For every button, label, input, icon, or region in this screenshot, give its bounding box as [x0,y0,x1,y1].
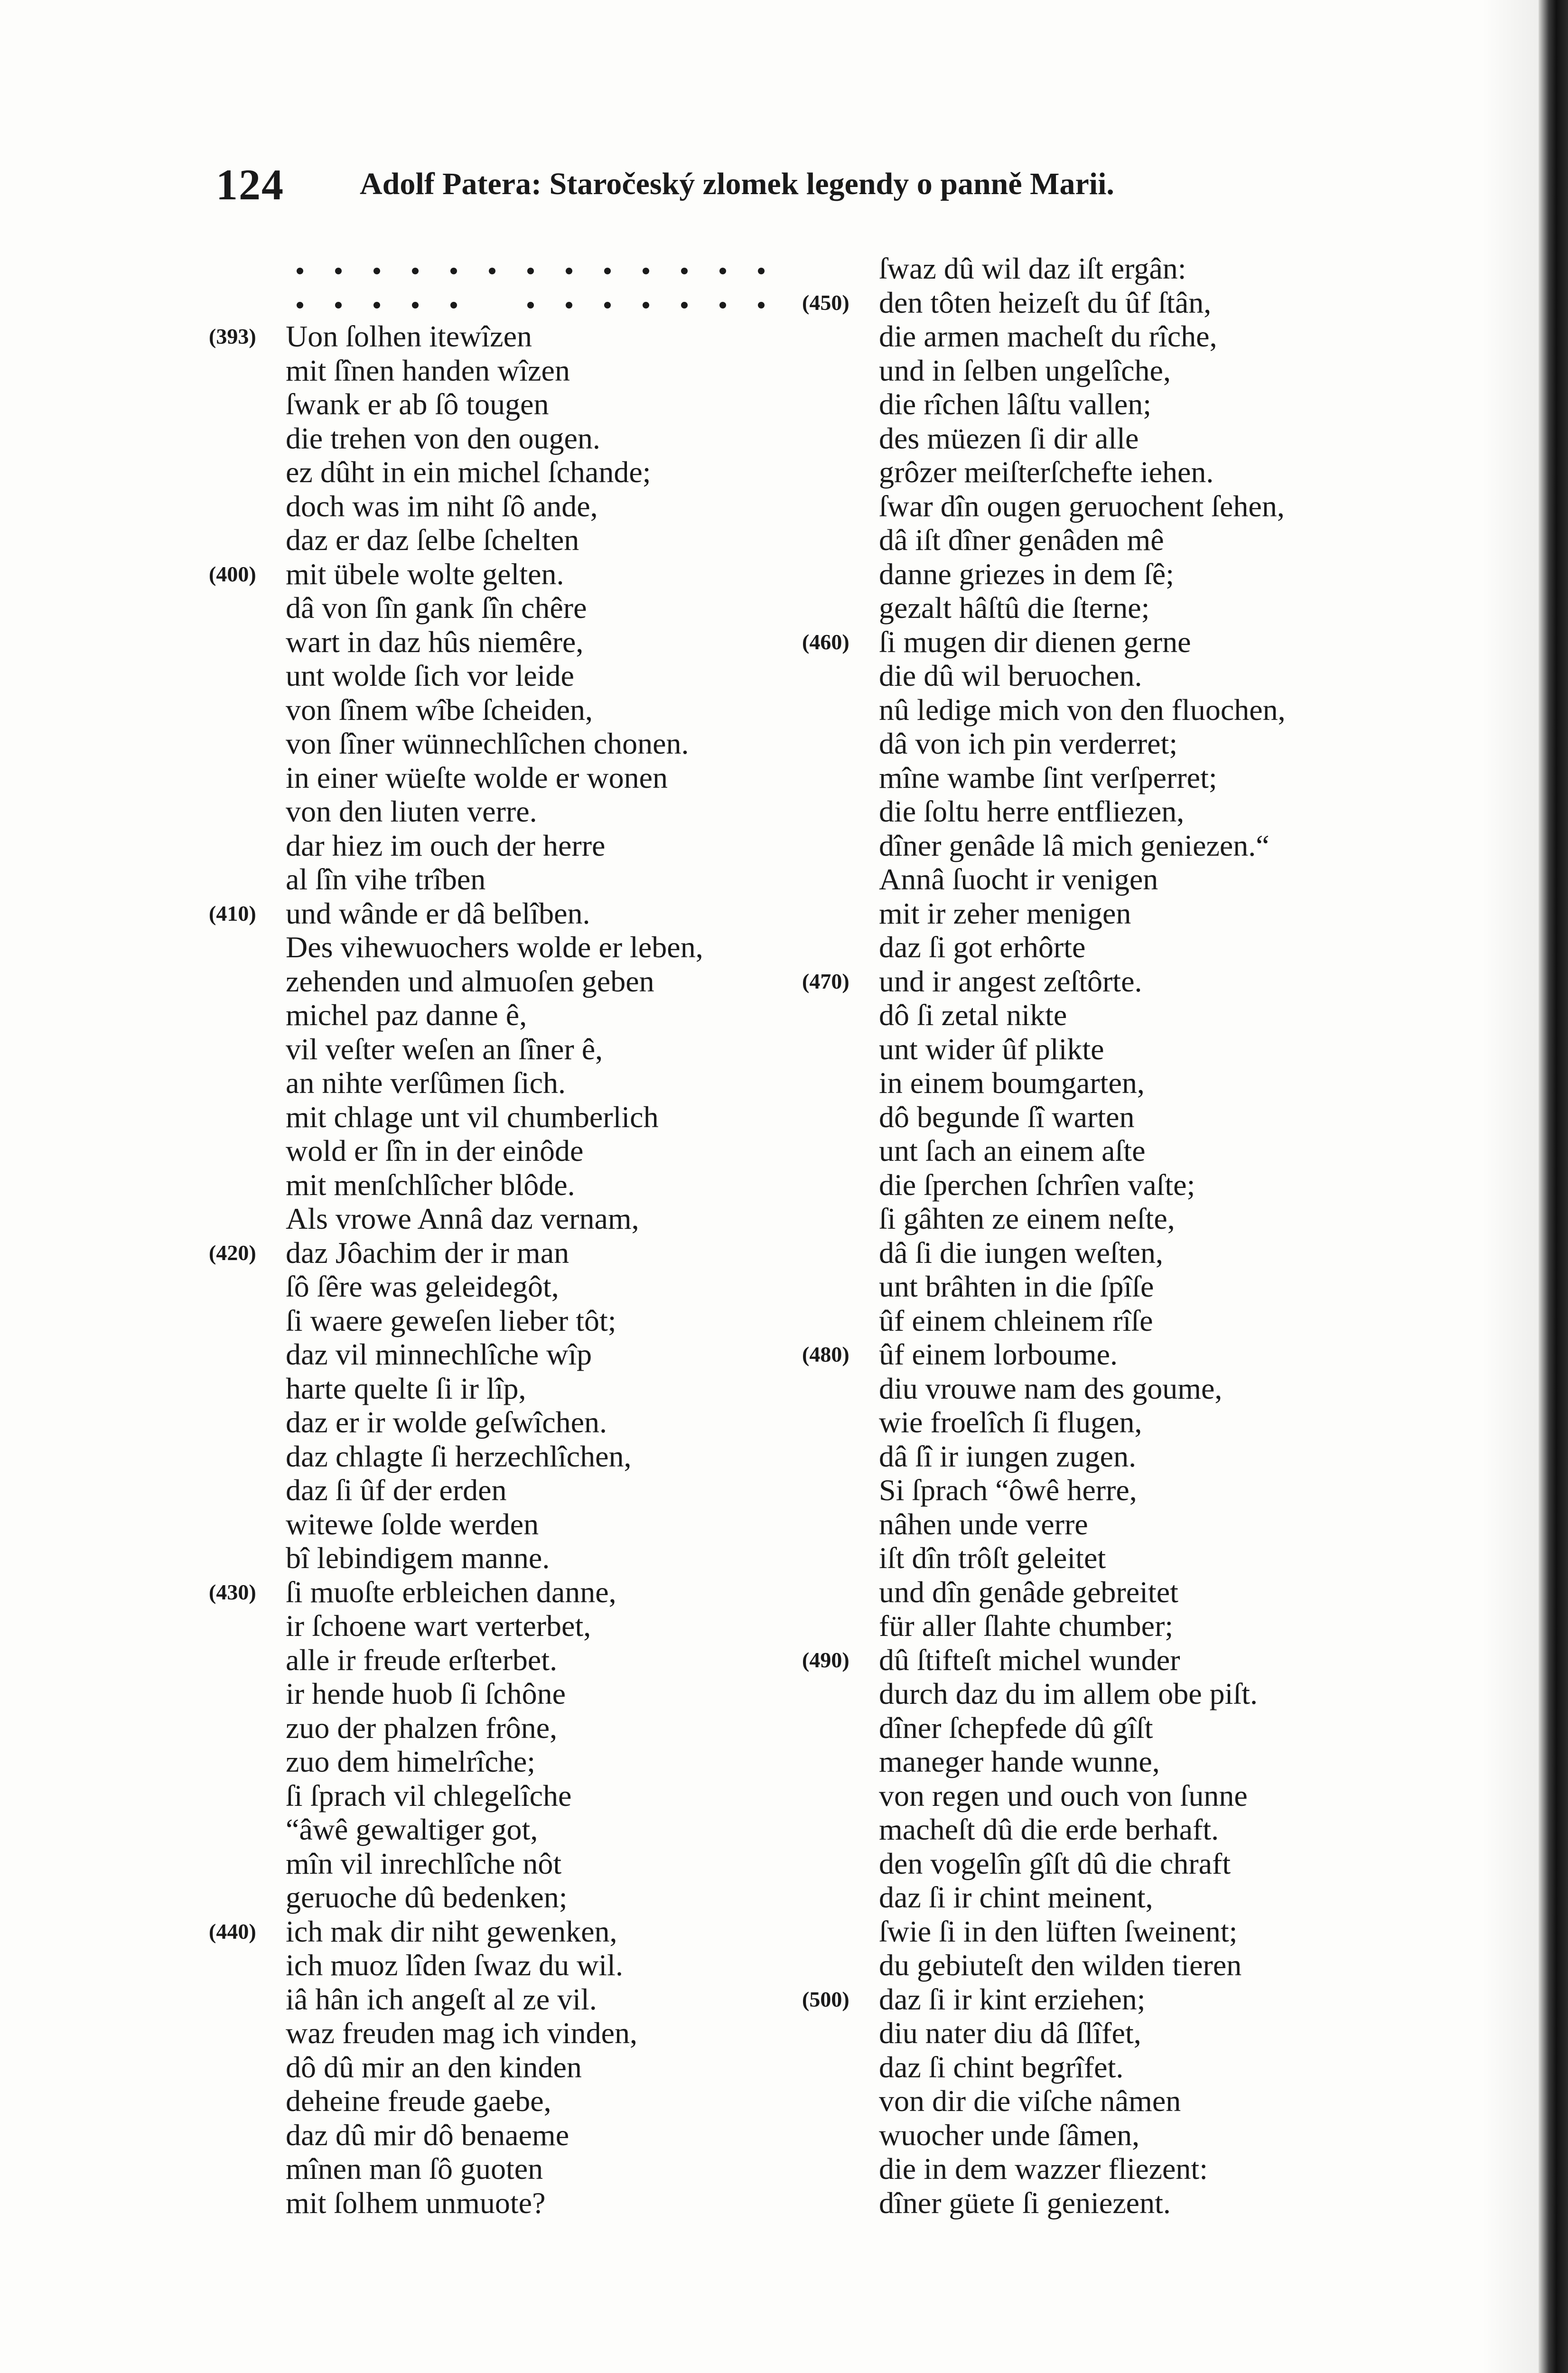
verse-line [209,2084,807,2118]
running-head [216,152,1284,214]
verse-text: nû ledige mich von den fluochen, [879,692,1286,727]
ellipsis-dot [373,302,380,308]
verse-line [802,286,1400,320]
verse-text: geruoche dû bedenken; [286,1880,568,1914]
ellipsis-dot [450,302,457,308]
verse-line [802,829,1400,863]
verse-text: daz dû mir dô benaeme [286,2118,569,2152]
verse-text: Des vihewuochers wolde er leben, [286,930,703,964]
verse-text: ſwank er ab ſô tougen [286,387,549,421]
verse-text: unt ſach an einem aſte [879,1134,1146,1168]
verse-text: und in ſelben ungelîche, [879,353,1171,387]
verse-line [209,1202,807,1236]
verse-text: michel paz danne ê, [286,998,527,1032]
verse-text: dar hiez im ouch der herre [286,828,606,862]
verse-line [209,1372,807,1406]
verse-line [802,1337,1400,1372]
verse-line [802,1405,1400,1439]
verse-line [209,1100,807,1134]
verse-line [209,523,807,557]
verse-line [209,319,807,354]
verse-text: dâ von ſîn gank ſîn chêre [286,591,587,625]
verse-text: dîner genâde lâ mich geniezen.“ [879,828,1269,862]
verse-line [802,930,1400,964]
verse-line [209,2016,807,2050]
verse-text: und wânde er dâ belîben. [286,896,590,930]
verse-text: diu nater diu dâ ſlîfet, [879,2016,1141,2050]
verse-text: iâ hân ich angeſt al ze vil. [286,1982,597,2016]
verse-line [802,421,1400,456]
verse-text: in einem boumgarten, [879,1066,1145,1100]
verse-line [209,1677,807,1711]
ellipsis-dot [566,268,572,274]
verse-text: harte quelte ſi ir lîp, [286,1371,526,1405]
verse-line [209,1915,807,1949]
verse-text: deheine freude gaebe, [286,2084,551,2118]
verse-line [209,2118,807,2152]
verse-text: von regen und ouch von ſunne [879,1778,1248,1812]
verse-line [802,964,1400,999]
verse-text: von dir die viſche nâmen [879,2084,1181,2118]
verse-text: nâhen unde verre [879,1507,1088,1541]
verse-line [802,2152,1400,2186]
verse-text: mit übele wolte gelten. [286,557,564,591]
verse-text: dô begunde ſî warten [879,1100,1135,1134]
verse-line [802,1677,1400,1711]
verse-line [802,625,1400,659]
verse-text: ſwaz dû wil daz iſt ergân: [879,252,1186,285]
left-verse-column [209,252,807,2220]
verse-line [802,1032,1400,1066]
verse-line [209,998,807,1032]
verse-text: des müezen ſi dir alle [879,421,1139,455]
verse-line [209,1168,807,1202]
line-number: (460) [802,629,849,654]
verse-line [209,354,807,388]
verse-text: für aller ſlahte chumber; [879,1609,1174,1643]
verse-line [209,829,807,863]
verse-text: daz vil minnechlîche wîp [286,1337,592,1371]
ellipsis-dot [681,302,688,308]
verse-text: Uon ſolhen itewîzen [286,319,532,353]
verse-line [802,1812,1400,1847]
line-number: (410) [209,901,256,925]
verse-text: iſt dîn trôſt geleitet [879,1541,1106,1575]
verse-line [802,1202,1400,1236]
ellipsis-dot [758,302,765,308]
verse-line [802,1439,1400,1474]
verse-text: die rîchen lâſtu vallen; [879,387,1151,421]
verse-line [209,1236,807,1270]
ellipsis-dot [604,302,611,308]
ellipsis-dot [335,268,342,274]
line-number: (500) [802,1987,849,2011]
verse-text: von ſînem wîbe ſcheiden, [286,692,593,727]
verse-line [209,1643,807,1677]
line-number: (393) [209,324,256,348]
verse-line [209,1304,807,1338]
verse-line [802,761,1400,795]
verse-text: von ſîner wünnechlîchen chonen. [286,727,689,760]
verse-text: an nihte verſûmen ſich. [286,1066,566,1100]
verse-line [802,2186,1400,2220]
line-number: (480) [802,1342,849,1366]
verse-text: daz er daz ſelbe ſchelten [286,523,579,557]
omission-dots [209,252,807,286]
verse-text: Als vrowe Annâ daz vernam, [286,1202,639,1235]
verse-line [802,1915,1400,1949]
verse-line [802,319,1400,354]
ellipsis-dot [335,302,342,308]
verse-line [209,387,807,421]
verse-text: grôzer meiſterſchefte iehen. [879,455,1214,489]
verse-line [802,354,1400,388]
verse-text: ſi waere geweſen lieber tôt; [286,1303,616,1337]
verse-line [802,455,1400,489]
verse-line [802,1711,1400,1745]
verse-text: die dû wil beruochen. [879,659,1142,692]
line-number: (490) [802,1647,849,1672]
verse-text: die in dem wazzer fliezent: [879,2152,1208,2186]
verse-line [802,1880,1400,1915]
verse-line [802,1507,1400,1542]
verse-text: diu vrouwe nam des goume, [879,1371,1223,1405]
verse-text: daz ſi ir kint erziehen; [879,1982,1146,2016]
ellipsis-dot [450,268,457,274]
verse-text: ûf einem chleinem rîſe [879,1303,1153,1337]
verse-line [209,1575,807,1609]
verse-line [209,1066,807,1100]
verse-text: wold er ſîn in der einôde [286,1134,584,1168]
verse-text: ir hende huob ſi ſchône [286,1677,566,1710]
verse-line [209,455,807,489]
verse-line [209,1270,807,1304]
verse-line [209,1880,807,1915]
line-number: (450) [802,290,849,315]
ellipsis-dot [297,268,303,274]
verse-text: zehenden und almuoſen geben [286,964,654,998]
verse-text: zuo dem himelrîche; [286,1745,536,1778]
verse-line [209,625,807,659]
ellipsis-dot [681,268,688,274]
ellipsis-dot [373,268,380,274]
verse-text: ich muoz lîden ſwaz du wil. [286,1948,623,1982]
verse-text: wart in daz hûs niemêre, [286,625,584,659]
verse-line [802,489,1400,523]
verse-text: mit ſolhem unmuote? [286,2186,546,2220]
verse-line [802,1372,1400,1406]
verse-line [209,1609,807,1643]
verse-text: die armen macheſt du rîche, [879,319,1217,353]
verse-text: die trehen von den ougen. [286,421,600,455]
verse-line [802,1066,1400,1100]
verse-line [802,1982,1400,2017]
verse-text: wie froelîch ſi flugen, [879,1405,1142,1439]
ellipsis-dot [527,268,534,274]
verse-text: unt wider ûf plikte [879,1032,1104,1066]
verse-text: den vogelîn gîſt dû die chraft [879,1846,1231,1880]
verse-line [802,1575,1400,1609]
ellipsis-dot [758,268,765,274]
verse-text: ez dûht in ein michel ſchande; [286,455,651,489]
verse-text: maneger hande wunne, [879,1745,1160,1778]
verse-text: dâ von ich pin verderret; [879,727,1178,760]
verse-text: waz freuden mag ich vinden, [286,2016,638,2050]
verse-text: den tôten heizeſt du ûf ſtân, [879,285,1212,319]
verse-text: dâ ſi die iungen weſten, [879,1235,1163,1270]
verse-line [802,1847,1400,1881]
verse-line [209,930,807,964]
ellipsis-dot [412,268,419,274]
verse-line [802,1100,1400,1134]
verse-line [209,489,807,523]
verse-text: mîne wambe ſint verſperret; [879,760,1217,794]
verse-line [802,591,1400,625]
page-number: 124 [216,160,284,209]
verse-line [802,252,1400,286]
ellipsis-dot [604,268,611,274]
verse-line [802,1609,1400,1643]
verse-text: doch was im niht ſô ande, [286,489,598,523]
line-number: (420) [209,1240,256,1265]
verse-text: “âwê gewaltiger got, [286,1812,538,1846]
verse-text: ûf einem lorboume. [879,1337,1118,1371]
book-binding-edge [1539,0,1568,2373]
verse-line [802,998,1400,1032]
verse-text: dô dû mir an den kinden [286,2050,582,2084]
verse-line [802,1236,1400,1270]
verse-text: in einer wüeſte wolde er wonen [286,760,668,794]
verse-line [209,862,807,897]
verse-line [802,1541,1400,1575]
verse-line [802,2118,1400,2152]
verse-text: ſi ſprach vil chlegelîche [286,1778,572,1812]
verse-text: al ſîn vihe trîben [286,862,486,896]
verse-text: daz ſi got erhôrte [879,930,1086,964]
verse-line [209,1847,807,1881]
verse-line [209,1439,807,1474]
verse-text: alle ir freude erſterbet. [286,1643,558,1677]
verse-text: daz chlagte ſi herzechlîchen, [286,1439,632,1473]
line-number: (400) [209,561,256,586]
ellipsis-dot [412,302,419,308]
verse-line [802,794,1400,829]
verse-text: dîner güete ſi geniezent. [879,2186,1171,2220]
verse-line [209,2050,807,2084]
header-title: Adolf Patera: Staročeský zlomek legendy o panně Marii. [360,167,1114,201]
verse-line [209,794,807,829]
verse-text: und dîn genâde gebreitet [879,1575,1178,1609]
verse-line [209,1507,807,1542]
verse-text: die ſoltu herre entfliezen, [879,794,1185,828]
verse-text: dîner ſchepfede dû gîſt [879,1710,1153,1745]
verse-text: dô ſi zetal nikte [879,998,1067,1032]
ellipsis-dot [527,302,534,308]
verse-text: unt wolde ſich vor leide [286,659,574,692]
verse-line [802,1304,1400,1338]
verse-text: unt brâhten in die ſpîſe [879,1270,1154,1303]
verse-line [209,659,807,693]
verse-text: und ir angest zeſtôrte. [879,964,1142,998]
verse-line [209,1473,807,1507]
verse-text: mit menſchlîcher blôde. [286,1168,575,1202]
verse-line [209,1541,807,1575]
verse-text: danne griezes in dem ſê; [879,557,1174,591]
verse-line [802,1270,1400,1304]
ellipsis-dot [489,268,495,274]
ellipsis-dot [719,268,726,274]
verse-line [802,387,1400,421]
verse-text: durch daz du im allem obe piſt. [879,1677,1258,1710]
verse-text: mînen man ſô guoten [286,2152,543,2186]
ellipsis-dot [719,302,726,308]
verse-text: ſô ſêre was geleidegôt, [286,1270,559,1303]
verse-text: dâ ſî ir iungen zugen. [879,1439,1137,1473]
line-number: (430) [209,1579,256,1604]
verse-line [209,1812,807,1847]
right-verse-column [802,252,1400,2220]
verse-line [209,2186,807,2220]
verse-text: von den liuten verre. [286,794,537,828]
verse-text: gezalt hâſtû die ſterne; [879,591,1150,625]
verse-line [802,1745,1400,1779]
verse-line [802,1168,1400,1202]
verse-text: mit chlage unt vil chumberlich [286,1100,659,1134]
verse-text: die ſperchen ſchrîen vaſte; [879,1168,1195,1202]
verse-text: mîn vil inrechlîche nôt [286,1846,562,1880]
verse-line [802,693,1400,727]
verse-line [209,1711,807,1745]
verse-line [802,1948,1400,1982]
verse-line [802,557,1400,591]
verse-line [802,1134,1400,1168]
verse-text: daz er ir wolde geſwîchen. [286,1405,607,1439]
verse-line [802,659,1400,693]
verse-line [802,862,1400,897]
verse-line [209,1982,807,2017]
verse-text: ſi mugen dir dienen gerne [879,625,1191,659]
ellipsis-dot [566,302,572,308]
verse-line [209,1948,807,1982]
verse-line [209,964,807,999]
verse-line [802,1643,1400,1677]
verse-text: daz ſi ir chint meinent, [879,1880,1153,1914]
ellipsis-dot [297,302,303,308]
verse-text: zuo der phalzen frône, [286,1710,558,1745]
binding-shadow [1482,0,1539,2373]
verse-text: dâ iſt dîner genâden mê [879,523,1164,557]
verse-text: daz ſi ûf der erden [286,1473,507,1507]
verse-line [209,591,807,625]
verse-text: ſi gâhten ze einem neſte, [879,1202,1175,1235]
verse-line [802,727,1400,761]
verse-text: bî lebindigem manne. [286,1541,550,1575]
verse-text: ſi muoſte erbleichen danne, [286,1575,616,1609]
verse-line [209,421,807,456]
verse-line [802,523,1400,557]
verse-text: dû ſtifteſt michel wunder [879,1643,1180,1677]
verse-line [802,2084,1400,2118]
verse-line [209,727,807,761]
verse-text: daz Jôachim der ir man [286,1235,569,1270]
verse-line [802,897,1400,931]
line-number: (470) [802,969,849,993]
verse-line [209,1405,807,1439]
verse-line [209,1134,807,1168]
verse-text: ſwie ſi in den lüften ſweinent; [879,1914,1238,1948]
verse-line [209,761,807,795]
verse-line [209,897,807,931]
verse-text: ſwar dîn ougen geruochent ſehen, [879,489,1285,523]
omission-dots [209,286,807,320]
verse-line [802,2050,1400,2084]
ellipsis-dot [643,302,649,308]
verse-line [802,2016,1400,2050]
verse-text: mit ſînen handen wîzen [286,353,570,387]
verse-text: ir ſchoene wart verterbet, [286,1609,591,1643]
verse-text: wuocher unde ſâmen, [879,2118,1140,2152]
ellipsis-dot [643,268,649,274]
verse-line [802,1473,1400,1507]
verse-text: Annâ ſuocht ir venigen [879,862,1158,896]
verse-line [209,1745,807,1779]
verse-text: ich mak dir niht gewenken, [286,1914,617,1948]
verse-line [209,693,807,727]
verse-text: macheſt dû die erde berhaft. [879,1812,1219,1846]
verse-line [209,1779,807,1813]
verse-text: du gebiuteſt den wilden tieren [879,1948,1242,1982]
verse-line [209,1032,807,1066]
verse-text: Si ſprach “ôwê herre, [879,1473,1137,1507]
verse-text: daz ſi chint begrîfet. [879,2050,1124,2084]
verse-line [209,557,807,591]
verse-text: vil veſter weſen an ſîner ê, [286,1032,603,1066]
verse-text: mit ir zeher menigen [879,896,1131,930]
verse-text: witewe ſolde werden [286,1507,539,1541]
verse-line [209,1337,807,1372]
verse-line [802,1779,1400,1813]
line-number: (440) [209,1919,256,1943]
verse-line [209,2152,807,2186]
